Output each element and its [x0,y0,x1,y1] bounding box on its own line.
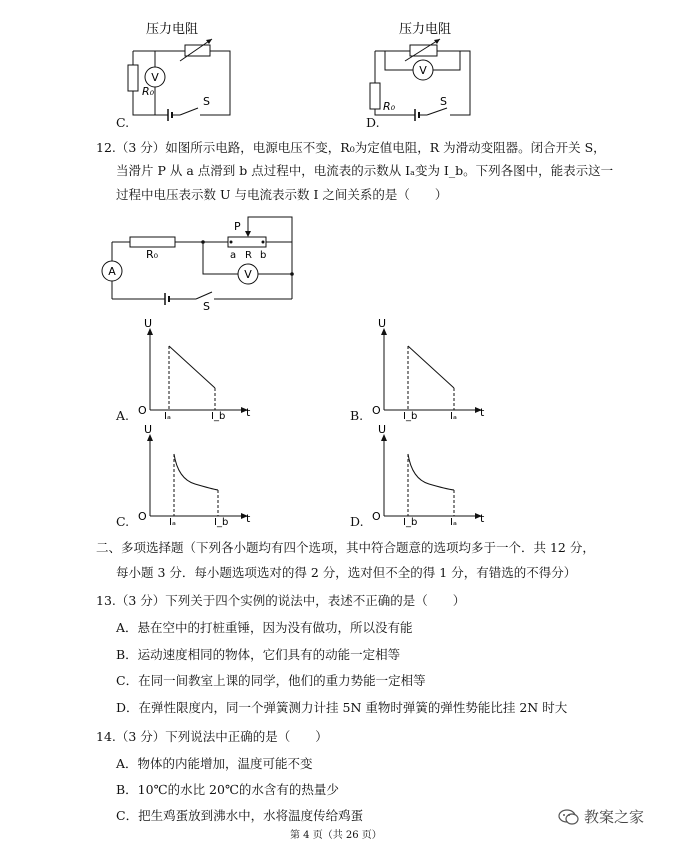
watermark [558,806,644,827]
q12-r-label: R [245,250,252,261]
graph-c-svg [140,424,260,526]
graph-c [140,424,260,526]
r0-c-label: R₀ [142,85,155,98]
graph-a-o: O [138,404,147,417]
section2-line2: 每小题 3 分．每小题选项选对的得 2 分，选对但不全的得 1 分，有错选的不得分） [116,565,577,580]
q12-r0-label: R₀ [145,248,159,261]
q12-r0 [130,237,175,247]
page-footer: 第 4 页（共 26 页） [290,830,382,841]
q13-option-a: A．悬在空中的打桩重锤，因为没有做功，所以没有能 [116,620,413,635]
voltmeter-d-label: V [419,64,427,77]
graph-c-letter: C. [116,514,130,529]
graph-c-i2: I_b [214,517,229,528]
q14-option-c: C．把生鸡蛋放到沸水中，水将温度传给鸡蛋 [116,808,364,823]
circuit-d-diagram [355,15,505,130]
q12-line3: 过程中电压表示数 U 与电流表示数 I 之间关系的是（ ） [116,187,448,202]
section2-line1: 二、多项选择题（下列各小题均有四个选项，其中符合题意的选项均多于一个．共 12 分， [96,540,595,555]
r0-d [370,83,380,109]
graph-d-i2: Iₐ [450,517,457,528]
q13-option-c: C．在同一间教室上课的同学，他们的重力势能一定相等 [116,673,426,688]
pressure-resistor-c [185,45,210,56]
graph-c-t: t [246,512,251,525]
graph-a-t: t [246,406,251,419]
circuit-d [355,15,505,130]
graph-b [374,318,494,420]
circuit-d-title: 压力电阻 [398,22,452,37]
q12-line1: 12.（3 分）如图所示电路，电源电压不变，R₀为定值电阻，R 为滑动变阻器。闭合开关 S， [96,140,606,155]
graph-a [140,318,260,420]
graph-d [374,424,494,526]
r0-c [128,65,138,91]
q12-switch-label: S [203,300,210,313]
graph-d-y: U [378,423,387,436]
r0-d-label: R₀ [383,100,396,113]
graph-b-i2: Iₐ [450,411,457,422]
q12-ammeter-label: A [108,265,116,278]
q12-voltmeter-label: V [244,268,252,281]
q12-b-label: b [260,250,267,261]
graph-c-o: O [138,510,147,523]
graph-c-i1: Iₐ [169,517,176,528]
q12-p-label: P [234,220,241,233]
q12-circuit [100,212,310,312]
wechat-icon [558,808,580,826]
q14-option-b: B．10℃的水比 20℃的水含有的热量少 [116,782,339,797]
switch-c-label: S [203,95,210,108]
graph-b-o: O [372,404,381,417]
graph-b-letter: B. [350,408,364,423]
q12-line2: 当滑片 P 从 a 点滑到 b 点过程中，电流表的示数从 Iₐ变为 I_b。下列各图中，能表示这一 [116,163,614,178]
option-d-letter-top: D. [366,115,380,130]
q13-option-d: D．在弹性限度内，同一个弹簧测力计挂 5N 重物时弹簧的弹性势能比挂 2N 时大 [116,700,568,715]
q12-a-label: a [230,250,237,261]
circuit-c-diagram [100,15,250,130]
pressure-resistor-d [410,45,437,56]
graph-a-i2: I_b [211,411,226,422]
graph-d-letter: D. [350,514,364,529]
graph-d-o: O [372,510,381,523]
q13-option-b: B．运动速度相同的物体，它们具有的动能一定相等 [116,647,401,662]
graph-b-i1: I_b [403,411,418,422]
watermark-text: 教案之家 [584,808,645,826]
graph-d-svg [374,424,494,526]
circuit-c [100,15,250,130]
graph-b-svg [374,318,494,420]
graph-a-letter: A. [116,408,130,423]
q12-circuit-diagram [100,212,310,312]
switch-d-label: S [440,95,447,108]
graph-a-i1: Iₐ [164,411,171,422]
graph-b-t: t [480,406,485,419]
voltmeter-c-label: V [151,71,159,84]
graph-a-svg [140,318,260,420]
graph-d-t: t [480,512,485,525]
q14-option-a: A．物体的内能增加，温度可能不变 [116,756,313,771]
circuit-c-title: 压力电阻 [145,22,199,37]
graph-c-y: U [144,423,153,436]
q14-stem: 14.（3 分）下列说法中正确的是（ ） [96,729,328,744]
q12-rheostat [228,237,266,247]
graph-d-i1: I_b [403,517,418,528]
graph-b-y: U [378,317,387,330]
graph-a-y: U [144,317,153,330]
q13-stem: 13.（3 分）下列关于四个实例的说法中，表述不正确的是（ ） [96,593,466,608]
option-c-letter-top: C. [116,115,130,130]
